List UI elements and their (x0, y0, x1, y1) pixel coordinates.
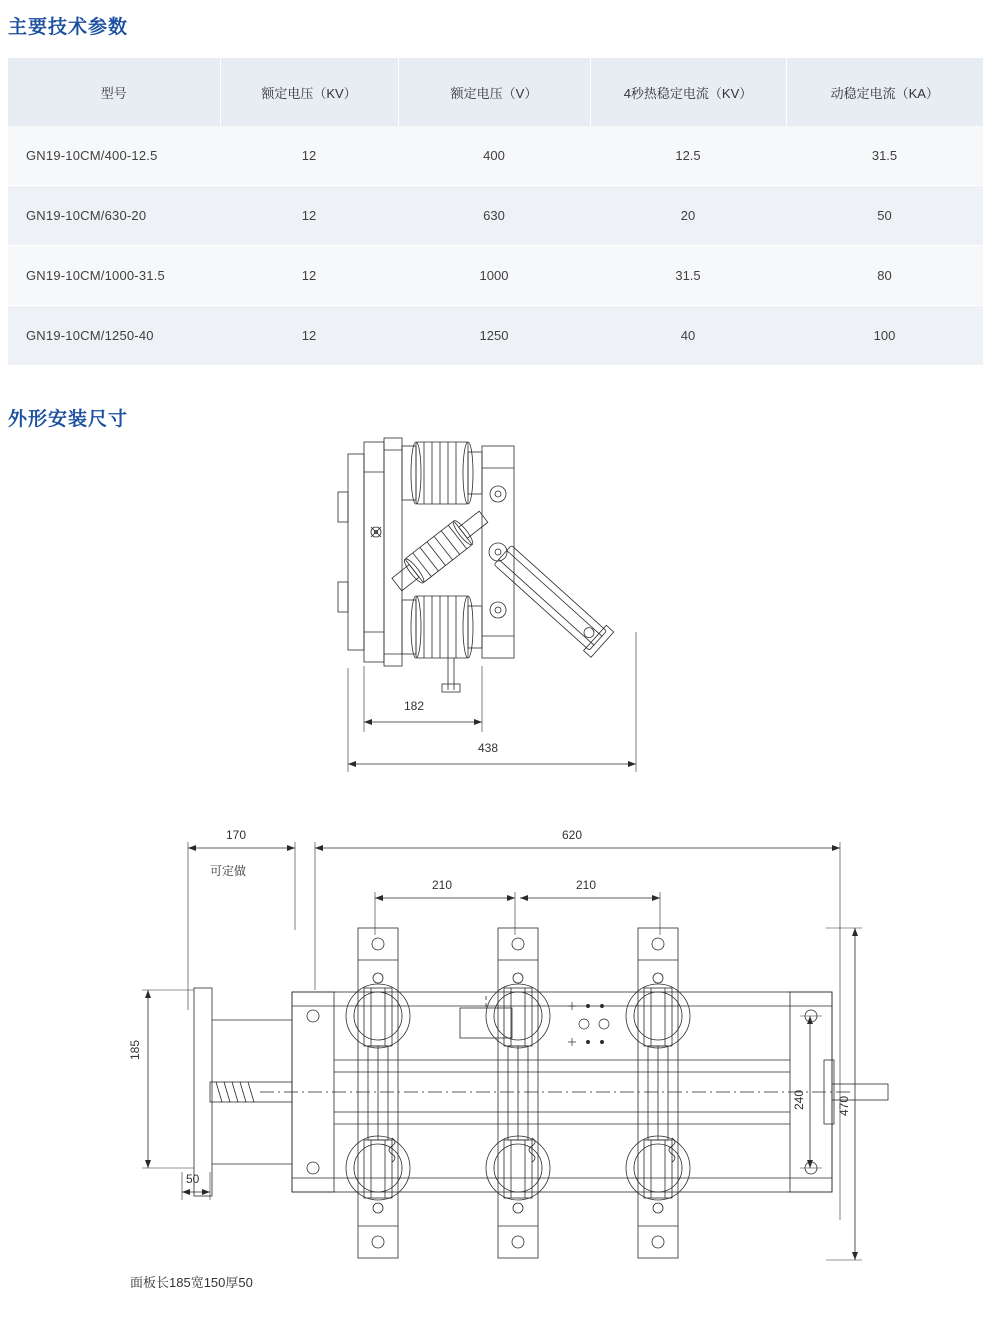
table-cell-model: GN19-10CM/400-12.5 (8, 126, 220, 186)
table-cell: 12.5 (590, 126, 786, 186)
table-header-cell: 额定电压（V） (398, 58, 590, 126)
table-cell: 12 (220, 126, 398, 186)
table-cell: 80 (786, 246, 983, 306)
dim-label-210-right: 210 (576, 878, 597, 892)
table-cell: 12 (220, 306, 398, 366)
table-header-row (8, 58, 983, 126)
dim-label-438: 438 (478, 741, 499, 755)
plan-view-drawing (110, 820, 900, 1300)
dim-label-50: 50 (186, 1172, 200, 1186)
table-row (8, 246, 983, 306)
note-custom-made: 可定做 (210, 864, 247, 878)
table-cell: 40 (590, 306, 786, 366)
dim-label-170: 170 (226, 828, 247, 842)
table-cell: 12 (220, 246, 398, 306)
section-title-dimensions: 外形安装尺寸 (8, 409, 129, 430)
table-cell: 630 (398, 186, 590, 246)
table-cell-model: GN19-10CM/1250-40 (8, 306, 220, 366)
table-cell: 31.5 (786, 126, 983, 186)
side-view-drawing (330, 432, 660, 792)
table-header-cell: 型号 (8, 58, 220, 126)
table-cell: 12 (220, 186, 398, 246)
table-cell: 100 (786, 306, 983, 366)
dim-label-182: 182 (404, 699, 425, 713)
dim-label-620: 620 (562, 828, 583, 842)
table-header-cell: 动稳定电流（KA） (786, 58, 983, 126)
plan-view-svg (110, 820, 900, 1300)
table-cell: 50 (786, 186, 983, 246)
table-row (8, 306, 983, 366)
table-row (8, 186, 983, 246)
dim-label-185: 185 (128, 1039, 142, 1060)
dim-label-240: 240 (792, 1089, 806, 1110)
table-cell-model: GN19-10CM/630-20 (8, 186, 220, 246)
parameters-table (8, 58, 983, 366)
table-cell: 400 (398, 126, 590, 186)
table-cell: 31.5 (590, 246, 786, 306)
table-header-cell: 额定电压（KV） (220, 58, 398, 126)
table-cell: 20 (590, 186, 786, 246)
panel-size-caption: 面板长185宽150厚50 (130, 1275, 253, 1290)
table-cell: 1000 (398, 246, 590, 306)
table-row (8, 126, 983, 186)
table-cell: 1250 (398, 306, 590, 366)
table-cell-model: GN19-10CM/1000-31.5 (8, 246, 220, 306)
dim-label-470: 470 (837, 1095, 851, 1116)
section-title-parameters: 主要技术参数 (8, 17, 129, 38)
table-header-cell: 4秒热稳定电流（KV） (590, 58, 786, 126)
side-view-svg (330, 432, 660, 792)
dim-label-210-left: 210 (432, 878, 453, 892)
